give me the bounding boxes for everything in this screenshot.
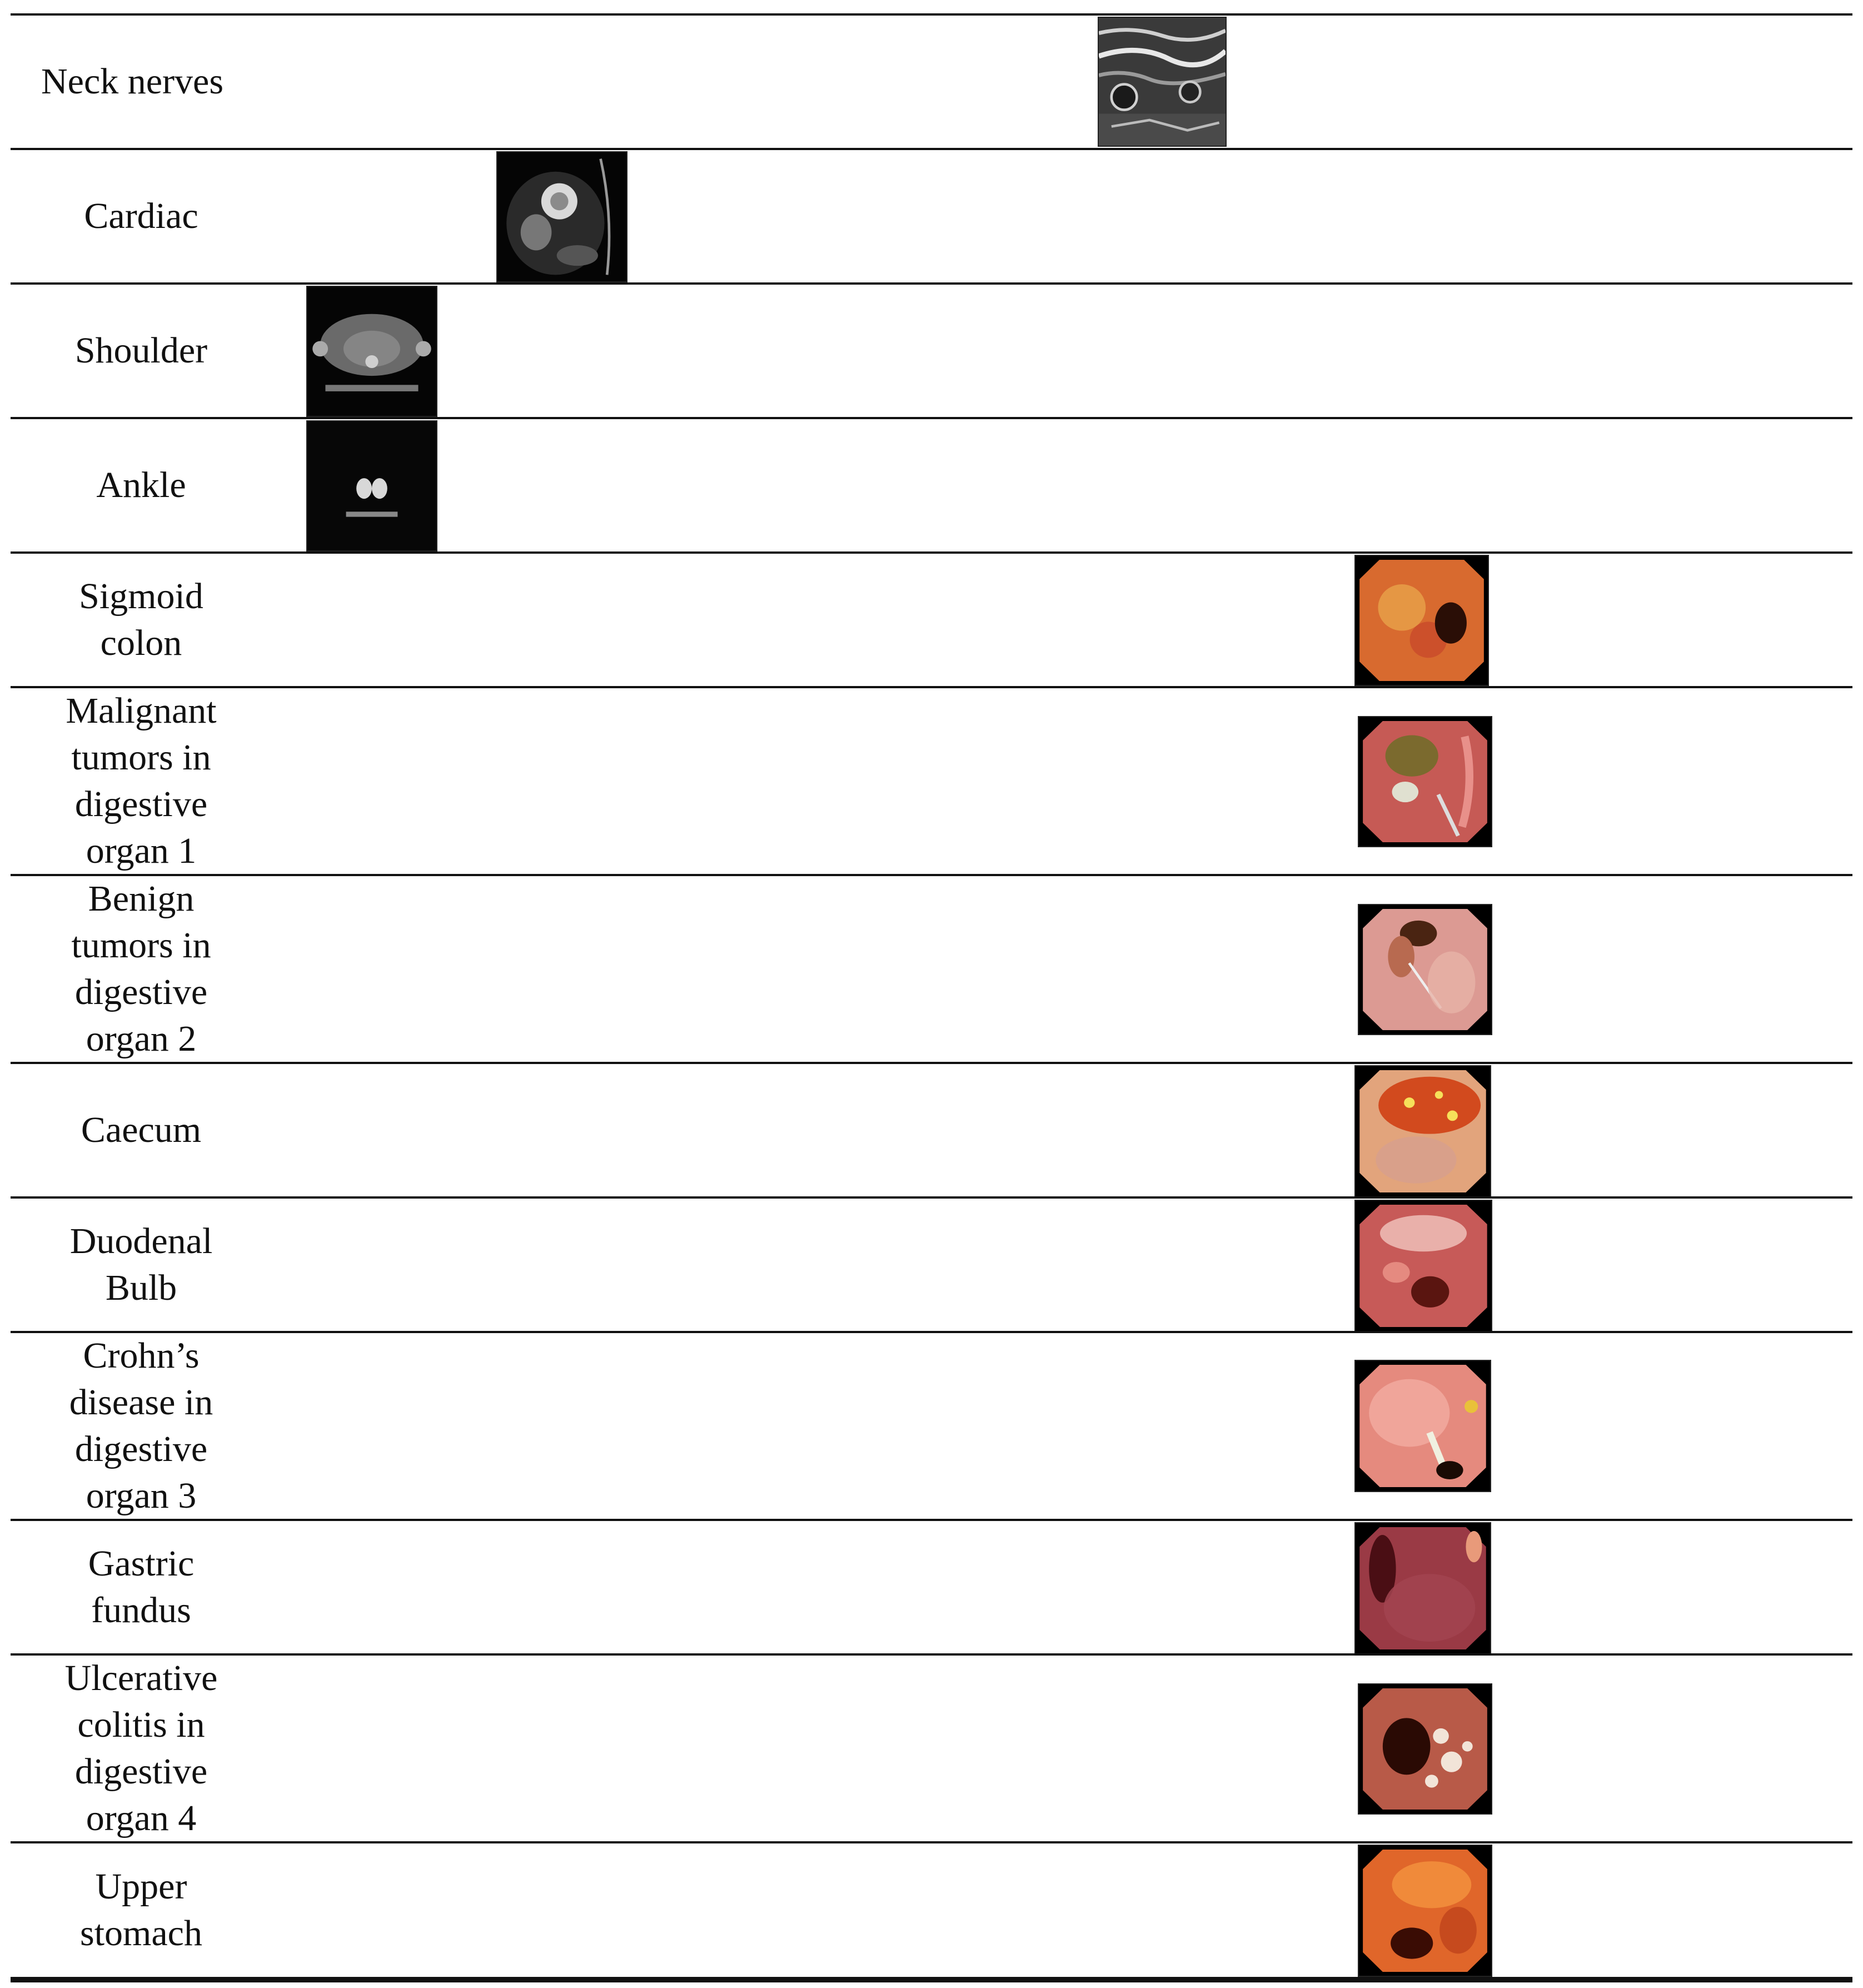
ct-slice-image: [306, 286, 437, 417]
table-row: [11, 1331, 1852, 1519]
ct-slice-image: [306, 420, 437, 551]
row-label: Duodenal Bulb: [69, 1221, 213, 1308]
row-label: Neck nerves: [41, 61, 224, 102]
table-row: [11, 551, 1852, 686]
endoscopy-image: [1358, 716, 1492, 847]
row-label: Benign tumors in digestive organ 2: [71, 878, 211, 1059]
row-label: Ulcerative colitis in digestive organ 4: [64, 1658, 218, 1838]
endoscopy-image: [1354, 1522, 1491, 1654]
table-row: [11, 417, 1852, 551]
table-row: [11, 13, 1852, 148]
table-row: [11, 874, 1852, 1062]
row-label: Gastric fundus: [88, 1543, 195, 1631]
table-row: [11, 282, 1852, 417]
table-row: [11, 1653, 1852, 1841]
table-row: [11, 1196, 1852, 1331]
row-label: Cardiac: [84, 196, 198, 236]
endoscopy-image: [1354, 555, 1489, 686]
row-label: Ankle: [96, 465, 186, 505]
ultrasound-image: [1098, 17, 1227, 147]
table-row: [11, 1062, 1852, 1196]
row-label: Crohn’s disease in digestive organ 3: [69, 1335, 213, 1516]
table-bottom-rule: [11, 1977, 1852, 1982]
table-row: [11, 1841, 1852, 1977]
row-label: Shoulder: [74, 330, 208, 371]
endoscopy-image: [1358, 1845, 1492, 1977]
table-row: [11, 1519, 1852, 1653]
dataset-table: [11, 0, 1852, 1988]
row-label: Malignant tumors in digestive organ 1: [66, 690, 217, 871]
table-row: [11, 686, 1852, 874]
endoscopy-image: [1358, 904, 1492, 1035]
endoscopy-image: [1354, 1200, 1492, 1332]
row-label: Upper stomach: [80, 1866, 202, 1954]
endoscopy-image: [1354, 1065, 1491, 1197]
row-label: Caecum: [81, 1110, 202, 1150]
row-label: Sigmoid colon: [79, 576, 203, 663]
cardiac-mri-image: [496, 151, 627, 282]
endoscopy-image: [1358, 1683, 1492, 1815]
endoscopy-image: [1354, 1360, 1491, 1492]
table-row: [11, 148, 1852, 282]
